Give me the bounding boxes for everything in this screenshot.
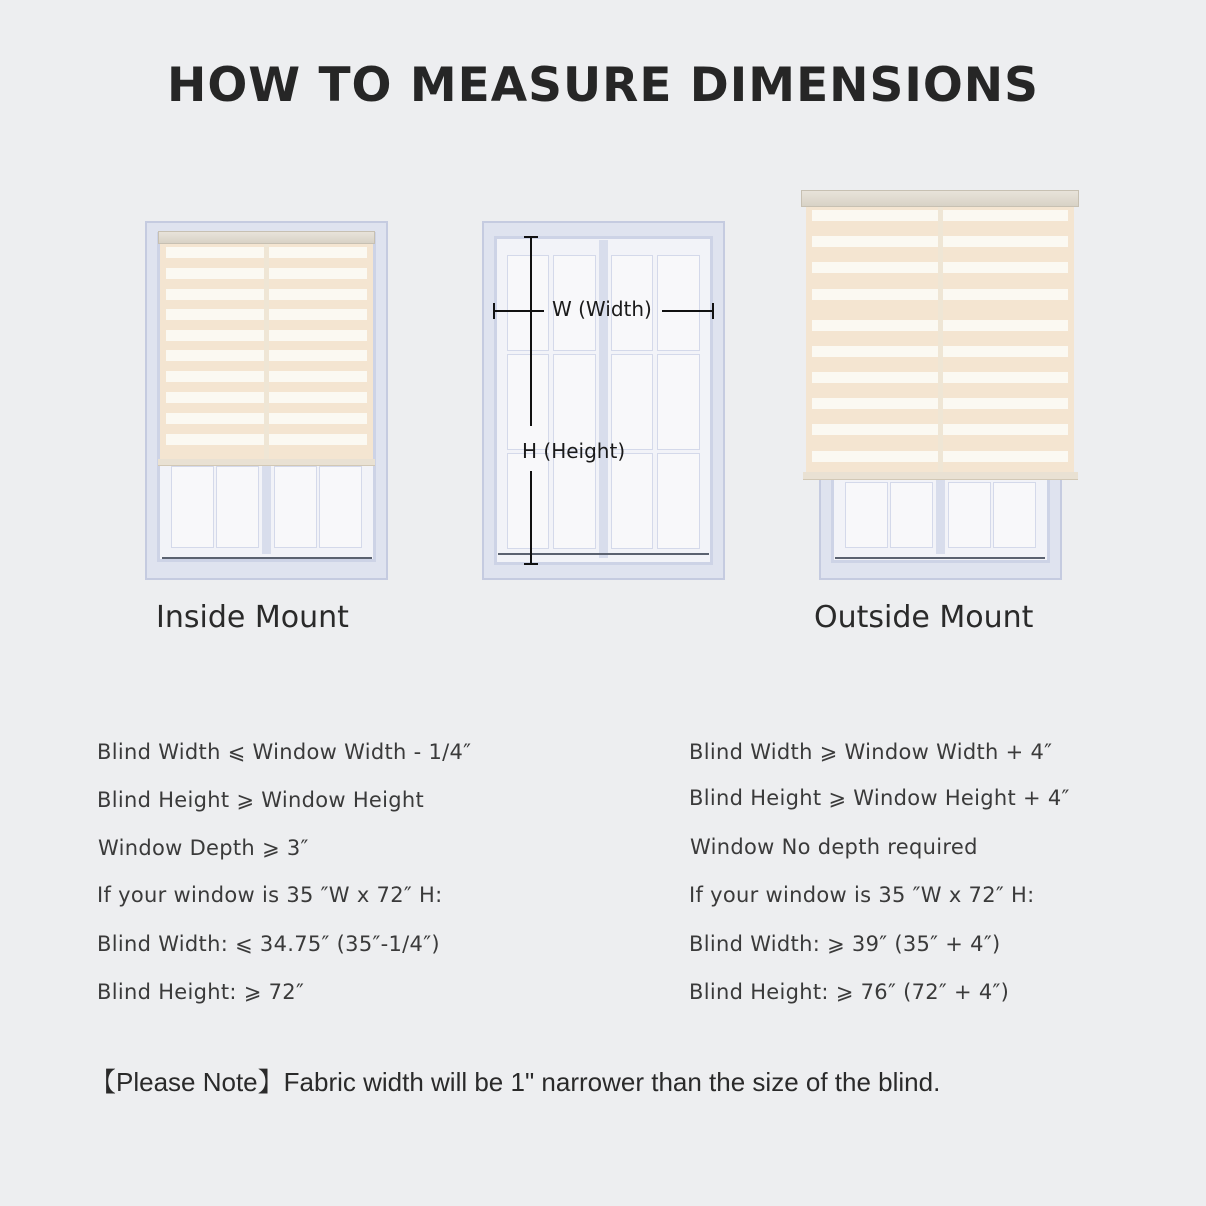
spec-line: Blind Height: ⩾ 76″ (72″ + 4″) (689, 980, 1010, 1004)
blind-bottom-rail (158, 459, 375, 466)
page-title: HOW TO MEASURE DIMENSIONS (167, 58, 1039, 113)
spec-line: Blind Width: ⩾ 39″ (35″ + 4″) (689, 932, 1001, 956)
window-pane (993, 482, 1036, 548)
zebra-blind-fabric (806, 207, 1074, 472)
window-pane (948, 482, 991, 548)
window-pane (507, 354, 549, 450)
window-pane (845, 482, 888, 548)
width-measure-line (494, 310, 544, 312)
spec-line: Blind Width ⩾ Window Width + 4″ (689, 740, 1053, 764)
zebra-blind-fabric (160, 244, 373, 459)
window-pane (319, 466, 362, 548)
window-mullion (599, 240, 608, 558)
spec-line: If your window is 35 ″W x 72″ H: (689, 883, 1035, 907)
spec-line: Window Depth ⩾ 3″ (98, 836, 309, 860)
blind-bottom-rail (803, 472, 1078, 480)
window-mullion (262, 462, 271, 554)
window-pane (657, 453, 700, 549)
spec-line: Window No depth required (690, 835, 978, 859)
spec-line: Blind Height ⩾ Window Height (97, 788, 425, 812)
window-mullion (936, 478, 945, 554)
window-pane (216, 466, 259, 548)
window-pane (611, 453, 653, 549)
spec-line: Blind Height ⩾ Window Height + 4″ (689, 786, 1070, 810)
height-tick-bottom (524, 563, 538, 565)
window-pane (553, 453, 596, 549)
spec-line: Blind Height: ⩾ 72″ (97, 980, 305, 1004)
spec-line: If your window is 35 ″W x 72″ H: (97, 883, 443, 907)
spec-line: Blind Width ⩽ Window Width - 1/4″ (97, 740, 472, 764)
width-measure-line (662, 310, 713, 312)
window-sill (835, 557, 1045, 559)
window-sill (162, 557, 372, 559)
window-pane (171, 466, 214, 548)
window-pane (890, 482, 933, 548)
width-tick-right (712, 303, 714, 319)
inside-mount-caption: Inside Mount (156, 600, 349, 635)
height-tick-top (524, 236, 538, 238)
window-pane (274, 466, 317, 548)
width-label: W (Width) (552, 297, 652, 321)
window-pane (657, 255, 700, 351)
outside-mount-caption: Outside Mount (814, 600, 1034, 635)
window-pane (507, 255, 549, 351)
width-tick-left (493, 303, 495, 319)
window-pane (507, 453, 549, 549)
height-measure-line (530, 471, 532, 564)
window-pane (611, 354, 653, 450)
blind-headrail (801, 190, 1079, 207)
spec-line: Blind Width: ⩽ 34.75″ (35″-1/4″) (97, 932, 440, 956)
height-label: H (Height) (522, 439, 626, 463)
window-pane (657, 354, 700, 450)
fabric-width-note: 【Please Note】Fabric width will be 1" narrower than the size of the blind. (90, 1067, 941, 1097)
height-measure-line (530, 236, 532, 426)
blind-headrail (158, 231, 375, 244)
window-pane (553, 354, 596, 450)
